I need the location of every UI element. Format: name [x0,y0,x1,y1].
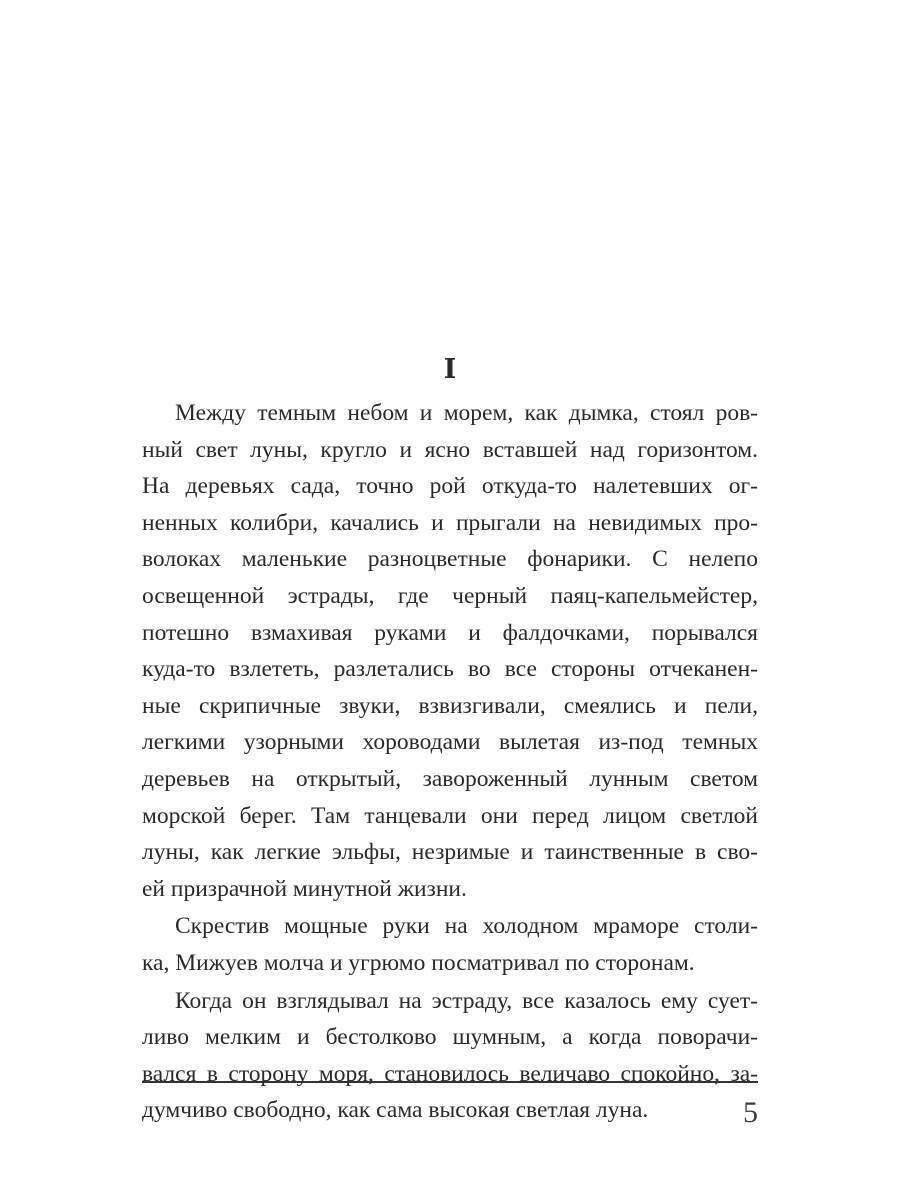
text-line: ей призрачной минутной жизни. [142,875,467,902]
text-line: вался в сторону моря, становилось величаво спокойно, за- [142,1060,758,1087]
text-line: потешно взмахивая руками и фалдочками, порывался [142,619,758,646]
text-line: ненных колибри, качались и прыгали на невидимых про- [142,509,758,536]
page-number: 5 [743,1096,758,1129]
text-line: куда-то взлететь, разлетались во все стороны отчеканен- [142,656,758,683]
text-line: думчиво свободно, как сама высокая светлая луна. [142,1097,649,1124]
paragraph-1 [142,395,758,907]
text-line: На деревьях сада, точно рой откуда-то налетевших ог- [142,473,758,500]
text-line: легкими узорными хороводами вылетая из-под темных [142,729,758,756]
chapter-title: I [443,354,457,385]
text-line: ливо мелким и бестолково шумным, а когда поворачи- [142,1024,758,1051]
text-line: Когда он взглядывал на эстраду, все казалось ему сует- [175,987,758,1014]
text-line: ка, Мижуев молча и угрюмо посматривал по сторонам. [142,949,695,976]
text-line: ные скрипичные звуки, взвизгивали, смеялись и пели, [142,692,758,719]
footer-divider [142,1081,758,1083]
text-line: морской берег. Там танцевали они перед лицом светлой [142,802,758,829]
paragraph-2 [142,908,758,981]
text-line: луны, как легкие эльфы, незримые и таинственные в сво- [142,839,758,866]
text-line: волоках маленькие разноцветные фонарики. С нелепо [142,546,758,573]
text-line: Скрестив мощные руки на холодном мраморе столи- [175,913,758,940]
text-line: деревьев на открытый, завороженный лунным светом [142,765,758,792]
paragraph-3 [142,983,758,1129]
body-text [142,395,758,1129]
text-line: ный свет луны, кругло и ясно вставшей над горизонтом. [142,436,758,463]
text-line: Между темным небом и морем, как дымка, стоял ров- [175,400,758,426]
text-line: освещенной эстрады, где черный паяц-капельмейстер, [142,582,758,609]
